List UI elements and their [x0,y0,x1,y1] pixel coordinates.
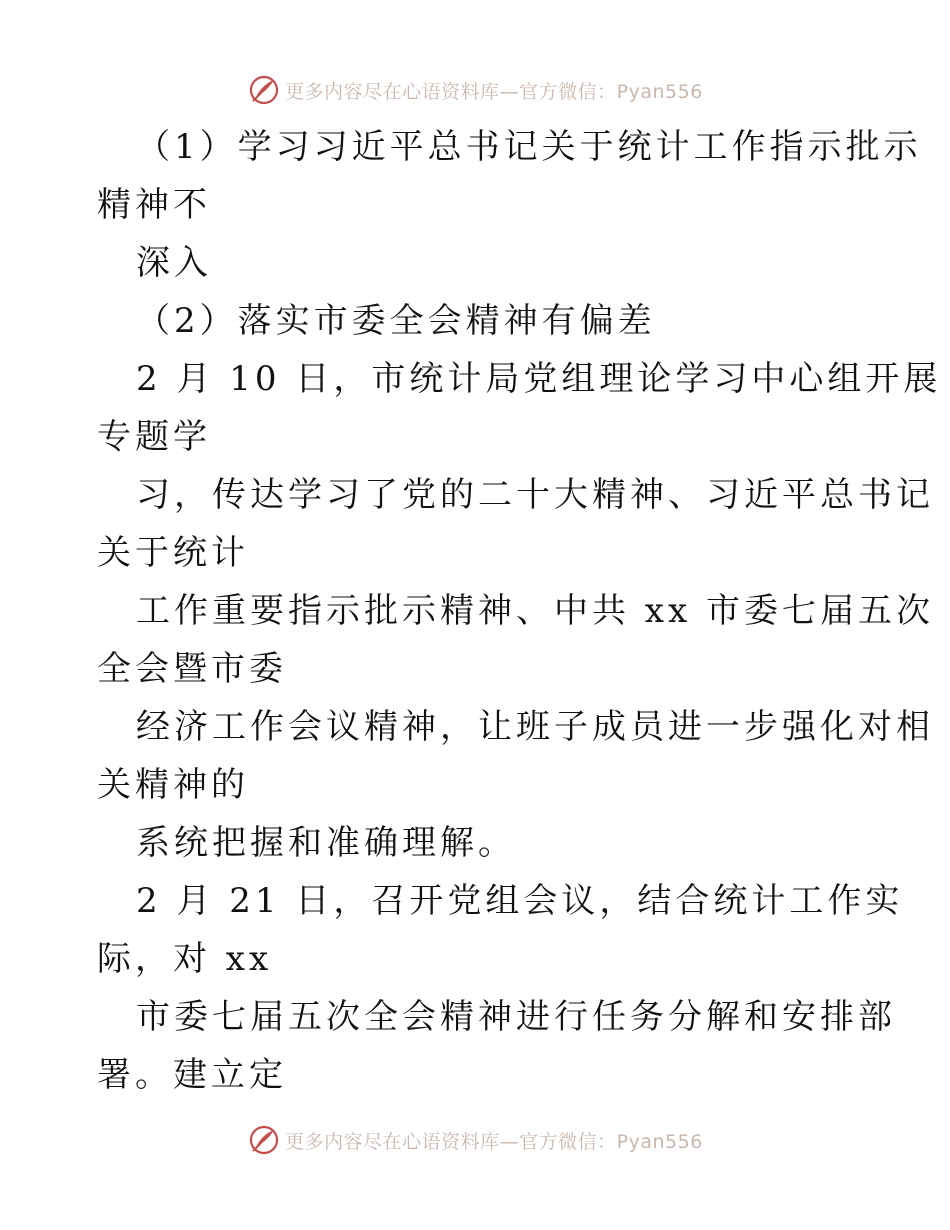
text-line: 系统把握和准确理解。 [136,823,516,863]
text-line: 专题学 [97,417,211,457]
text-line: 市委七届五次全会精神进行任务分解和安排部 [136,997,896,1037]
feather-logo-icon [247,1123,281,1157]
text-line: 际，对 xx [97,939,273,979]
text-line: 2 月 21 日，召开党组会议，结合统计工作实 [136,881,904,921]
text-line: （1）学习习近平总书记关于统计工作指示批示 [136,127,922,167]
text-line: 精神不 [97,185,211,225]
text-line: 署。建立定 [97,1055,287,1095]
watermark-text: 更多内容尽在心语资料库—官方微信：Pyan556 [285,80,703,103]
text-line: 工作重要指示批示精神、中共 xx 市委七届五次 [136,591,934,631]
text-line: 深入 [136,243,212,283]
text-line: 2 月 10 日，市统计局党组理论学习中心组开展 [136,359,942,399]
text-line: 全会暨市委 [97,649,287,689]
header-watermark [0,70,950,110]
text-line: （2）落实市委全会精神有偏差 [136,301,656,341]
watermark-text: 更多内容尽在心语资料库—官方微信：Pyan556 [285,1130,703,1153]
document-body [0,118,950,1104]
feather-logo-icon [247,73,281,107]
text-line: 经济工作会议精神，让班子成员进一步强化对相 [136,707,934,747]
footer-watermark [0,1120,950,1160]
text-line: 关精神的 [97,765,249,805]
text-line: 习，传达学习了党的二十大精神、习近平总书记 [136,475,934,515]
text-line: 关于统计 [97,533,249,573]
